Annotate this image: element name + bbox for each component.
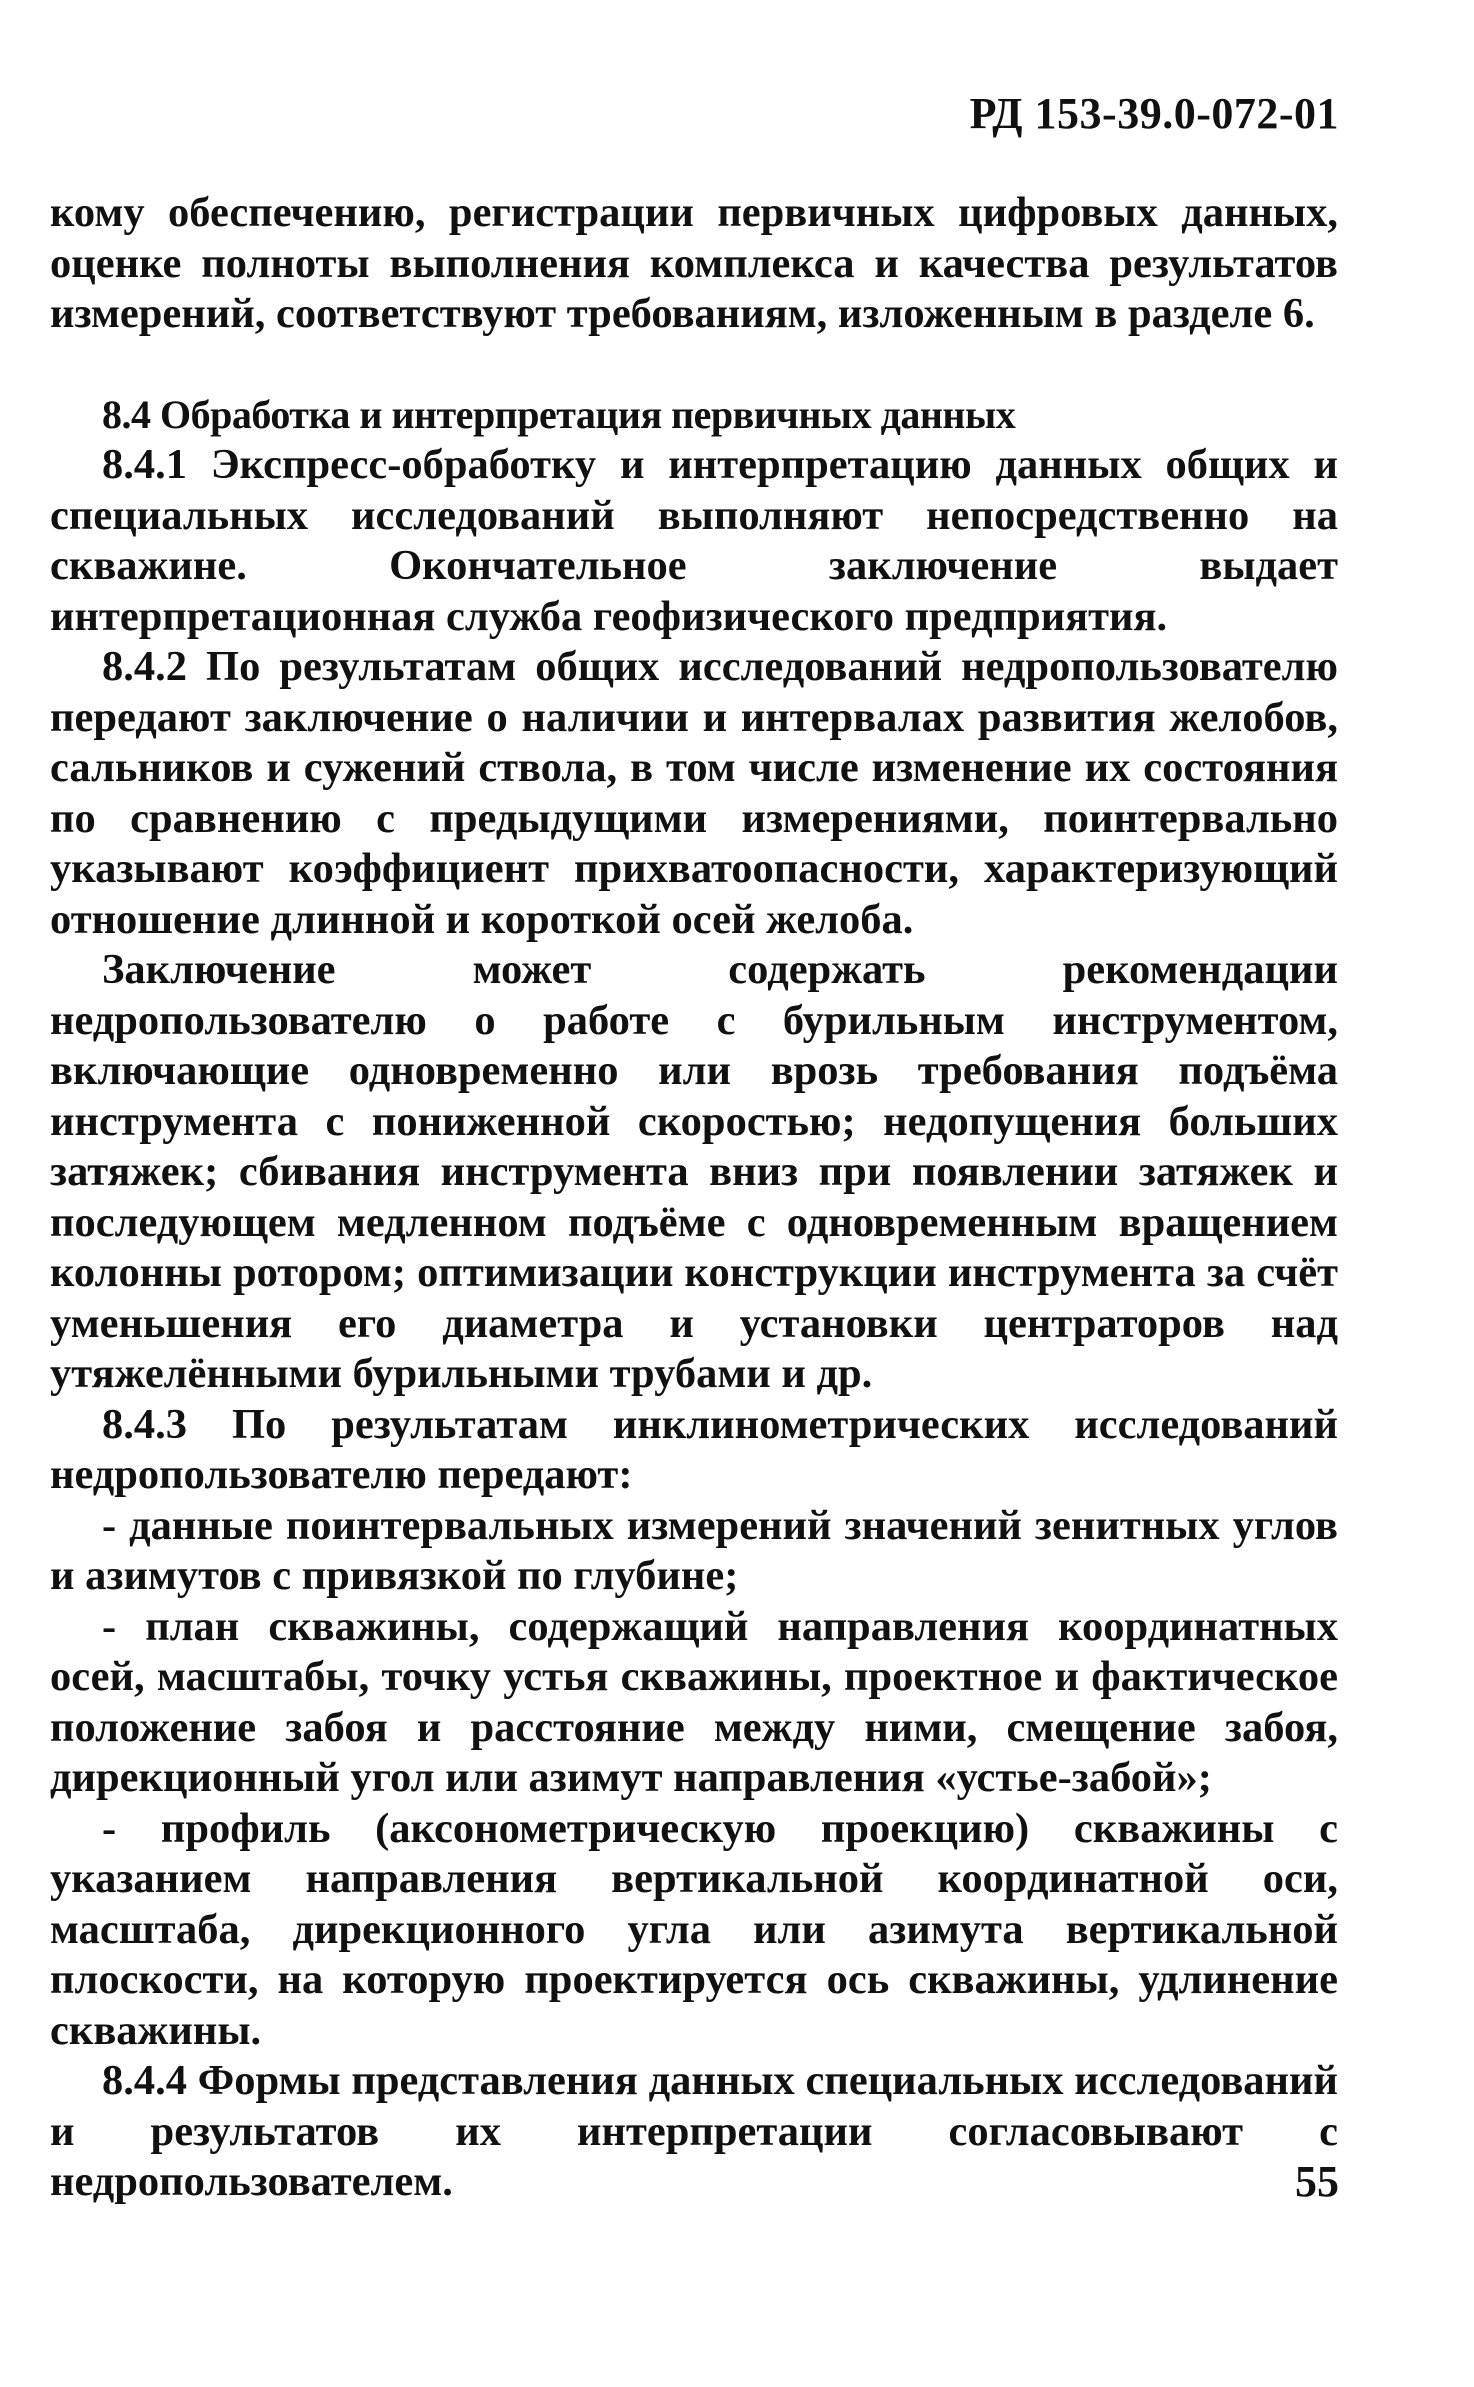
paragraph-8-4-3: 8.4.3 По результатам инклинометрических исследований недропользователю передают:	[50, 1400, 1338, 1498]
list-item-well-plan: - план скважины, содержащий направления координатных осей, масштабы, точку устья скважины, проектное и фактическое положение забоя и расстояние между ними, смещение забоя, дирекционный угол или азимут направления «устье-забой»;	[50, 1602, 1338, 1801]
list-item-interval-data: - данные поинтервальных измерений значений зенитных углов и азимутов с привязкой по глубине;	[50, 1501, 1338, 1599]
paragraph-conclusion: Заключение может содержать рекомендации недропользователю о работе с бурильным инструментом, включающие одновременно или врозь требования подъёма инструмента с пониженной скоростью; недопущения больших затяжек; сбивания инструмента вниз при появлении затяжек и последующем медленном подъёме с одновременным вращением колонны ротором; оптимизации конструкции инструмента за счёт уменьшения его диаметра и установки центраторов над утяжелёнными бурильными трубами и др.	[50, 946, 1338, 1397]
page-body	[50, 188, 1338, 2208]
page-number: 55	[1295, 2157, 1339, 2206]
section-heading-8-4: 8.4 Обработка и интерпретация первичных данных	[102, 391, 1016, 437]
paragraph-8-4-4: 8.4.4 Формы представления данных специальных исследований и результатов их интерпретации согласовывают с недропользователем.	[50, 2057, 1338, 2205]
list-item-well-profile: - профиль (аксонометрическую проекцию) скважины с указанием направления вертикальной координатной оси, масштаба, дирекционного угла или азимута вертикальной плоскости, на которую проектируется ось скважины, удлинение скважины.	[50, 1804, 1338, 2054]
paragraph-8-4-1: 8.4.1 Экспресс-обработку и интерпретацию данных общих и специальных исследований выполняют непосредственно на скважине. Окончательное заключение выдает интерпретационная служба геофизического предприятия.	[50, 441, 1338, 640]
paragraph-8-4-2: 8.4.2 По результатам общих исследований недропользователю передают заключение о наличии и интервалах развития желобов, сальников и сужений ствола, в том числе изменение их состояния по сравнению с предыдущими измерениями, поинтервально указывают коэффициент прихватоопасности, характеризующий отношение длинной и короткой осей желоба.	[50, 643, 1338, 943]
continuation-paragraph: кому обеспечению, регистрации первичных цифровых данных, оценке полноты выполнения комплекса и качества результатов измерений, соответствуют требованиям, изложенным в разделе 6.	[50, 189, 1338, 337]
document-code-header: РД 153-39.0-072-01	[969, 89, 1339, 138]
